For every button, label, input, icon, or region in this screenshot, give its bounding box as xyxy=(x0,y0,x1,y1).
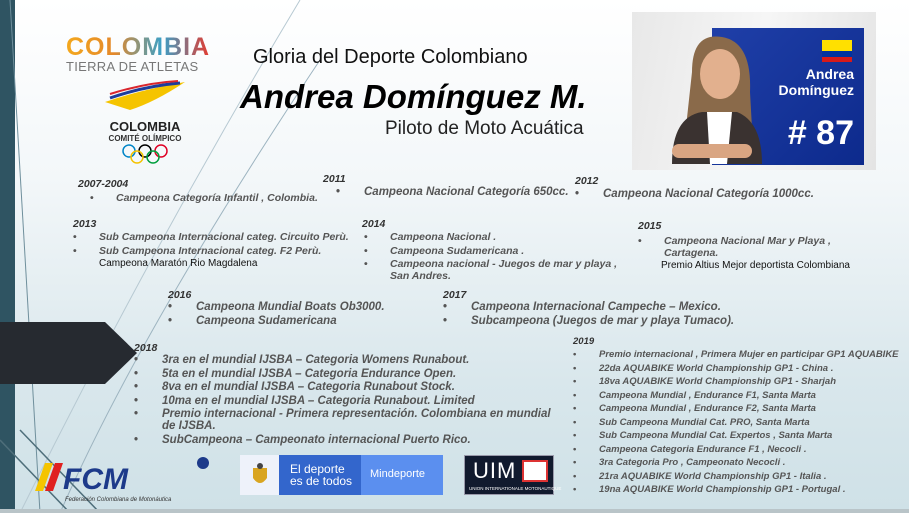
athlete-name: Andrea Domínguez M. xyxy=(240,78,587,115)
athlete-photo xyxy=(632,12,876,170)
list-item: • Subcampeona (Juegos de mar y playa Tumaco). xyxy=(443,315,763,329)
uim-logo xyxy=(464,455,562,495)
card-last-name: Domínguez xyxy=(778,82,854,98)
list-item: • Campeona Nacional . xyxy=(364,231,632,245)
list-item: • Campeona Sudamericana xyxy=(168,315,438,329)
uim-subtext: UNION INTERNATIONALE MOTONAUTIQUE xyxy=(469,486,562,491)
achievements-2017 xyxy=(443,289,763,328)
list-item: • Campeona Nacional Categoría 650cc. xyxy=(336,186,573,200)
list-item: • 3ra en el mundial IJSBA – Categoria Womens Runabout. xyxy=(134,354,564,368)
card-name xyxy=(779,66,854,98)
note-text: Premio Altius Mejor deportista Colombiana xyxy=(661,260,850,271)
achievements-2019 xyxy=(573,336,909,497)
mindeporte-logo xyxy=(240,455,443,495)
achievements-2014 xyxy=(362,218,632,282)
mindeporte-slogan-1: El deporte xyxy=(290,462,345,476)
achievements-2015 xyxy=(638,220,878,271)
list-item: • Campeona Mundial , Endurance F1, Santa Marta xyxy=(573,389,909,403)
year-label: 2017 xyxy=(443,289,467,301)
year-label: 2014 xyxy=(362,218,386,230)
year-label: 2007-2004 xyxy=(78,178,129,190)
fcm-logo xyxy=(25,455,215,510)
list-item: • 5ta en el mundial IJSBA – Categoria Endurance Open. xyxy=(134,368,564,382)
list-item: • 10ma en el mundial IJSBA – Categoria Runabout. Limited xyxy=(134,395,564,409)
list-item: • Campeona Categoría Infantil , Colombia. xyxy=(90,192,318,206)
list-item: • 21ra AQUABIKE World Championship GP1 - Italia . xyxy=(573,470,909,484)
achievements-2011 xyxy=(323,173,573,200)
brand-subtext: TIERRA DE ATLETAS xyxy=(66,59,199,74)
list-item: • SubCampeona – Campeonato internacional Puerto Rico. xyxy=(134,434,564,448)
list-item: • Campeona Nacional Categoría 1000cc. xyxy=(575,188,835,202)
list-item: • Sub Campeona Internacional categ. F2 Perù. xyxy=(73,245,363,259)
athlete-discipline: Piloto de Moto Acuática xyxy=(385,118,584,139)
list-item: • 8va en el mundial IJSBA – Categoria Runabout Stock. xyxy=(134,381,564,395)
achievements-2012 xyxy=(575,175,835,202)
year-label: 2011 xyxy=(323,173,346,185)
achievements-2016 xyxy=(168,289,438,328)
olympic-rings-icon xyxy=(120,143,170,165)
year-label: 2012 xyxy=(575,175,599,187)
list-item: • Campeona Nacional Mar y Playa , Cartagena. xyxy=(638,235,848,259)
year-label: 2013 xyxy=(73,218,97,230)
list-item: • Campeona Mundial , Endurance F2, Santa Marta xyxy=(573,402,909,416)
achievements-2013 xyxy=(73,218,363,269)
mindeporte-slogan-2: es de todos xyxy=(290,474,353,488)
year-label: 2015 xyxy=(638,220,662,232)
colombia-coat-of-arms-icon xyxy=(240,455,279,495)
list-item: • Sub Campeona Internacional categ. Circuito Perù. xyxy=(73,231,363,245)
year-label: 2016 xyxy=(168,289,192,301)
list-item: • Campeona nacional - Juegos de mar y playa , San Andres. xyxy=(364,258,632,282)
year-label: 2018 xyxy=(134,342,158,354)
athlete-portrait xyxy=(662,32,772,164)
achievements-2018 xyxy=(134,342,574,448)
fcm-emblem-icon xyxy=(25,455,215,505)
list-item: • Sub Campeona Mundial Cat. Expertos , Santa Marta xyxy=(573,429,909,443)
mindeporte-name: Mindeporte xyxy=(361,455,443,495)
list-item: • Sub Campeona Mundial Cat. PRO, Santa Marta xyxy=(573,416,909,430)
list-item: • Campeona Categoria Endurance F1 , Necocli . xyxy=(573,443,909,457)
card-number: # 87 xyxy=(787,114,854,152)
coc-subtitle: COMITÉ OLÍMPICO xyxy=(108,134,182,143)
comite-olimpico-logo xyxy=(100,80,190,170)
coc-wing-icon xyxy=(100,80,190,112)
achievements-2007-2004 xyxy=(78,178,318,206)
slide-title: Gloria del Deporte Colombiano xyxy=(253,46,528,68)
list-item: • Premio internacional - Primera representación. Colombiana en mundial de IJSBA. xyxy=(134,408,564,432)
list-item: • Campeona Internacional Campeche – Mexico. xyxy=(443,301,763,315)
list-item: • Campeona Mundial Boats Ob3000. xyxy=(168,301,438,315)
card-first-name: Andrea xyxy=(805,66,854,82)
list-item: • 22da AQUABIKE World Championship GP1 - China . xyxy=(573,362,909,376)
note-text: Campeona Maratón Rio Magdalena xyxy=(99,258,258,269)
uim-text: UIM xyxy=(473,458,517,483)
colombia-tierra-de-atletas-logo xyxy=(66,33,210,74)
brand-text: COLOMBIA xyxy=(66,33,211,61)
list-item: • 3ra Categoria Pro , Campeonato Necocli . xyxy=(573,456,909,470)
year-label: 2019 xyxy=(573,336,595,347)
list-item: • Campeona Sudamericana . xyxy=(364,245,632,259)
colombia-flag-icon xyxy=(822,40,852,62)
uim-flag-icon xyxy=(522,460,548,482)
list-item: • Premio internacional , Primera Mujer en participar GP1 AQUABIKE xyxy=(573,348,909,362)
fcm-text: FCM xyxy=(63,463,128,496)
list-item: • 18va AQUABIKE World Championship GP1 - Sharjah xyxy=(573,375,909,389)
coc-title: COLOMBIA xyxy=(109,119,181,134)
list-item: • 19na AQUABIKE World Championship GP1 - Portugal . xyxy=(573,483,909,497)
fcm-subtext: Federación Colombiana de Motonáutica xyxy=(65,497,172,503)
